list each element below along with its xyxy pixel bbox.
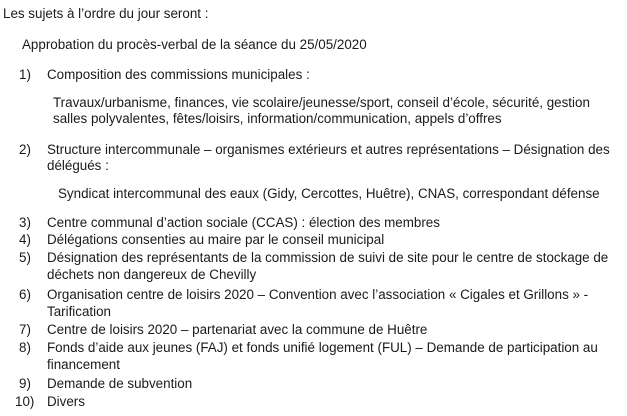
item-number: 3) bbox=[19, 215, 31, 230]
item-text: Divers bbox=[47, 394, 85, 409]
item-number: 5) bbox=[19, 250, 31, 265]
item-text: déchets non dangereux de Chevilly bbox=[47, 267, 257, 282]
item-text: Composition des commissions municipales : bbox=[47, 67, 310, 82]
item-number: 9) bbox=[19, 376, 31, 391]
item-number: 1) bbox=[19, 67, 31, 82]
item-number: 7) bbox=[19, 322, 31, 337]
item-number: 6) bbox=[19, 287, 31, 302]
item-detail-line: Travaux/urbanisme, finances, vie scolaire/jeunesse/sport, conseil d’école, sécurité, gestion bbox=[53, 95, 590, 110]
item-number: 8) bbox=[19, 340, 31, 355]
item-text: financement bbox=[47, 357, 120, 372]
agenda-intro: Les sujets à l’ordre du jour seront : bbox=[3, 6, 209, 21]
item-detail-line: Syndicat intercommunal des eaux (Gidy, Cercottes, Huêtre), CNAS, correspondant défense bbox=[58, 186, 600, 201]
item-text: Désignation des représentants de la commission de suivi de site pour le centre de stockage de bbox=[47, 250, 609, 265]
item-text: délégués : bbox=[47, 158, 109, 173]
item-text: Centre de loisirs 2020 – partenariat avec la commune de Huêtre bbox=[47, 322, 428, 337]
item-text: Demande de subvention bbox=[47, 376, 193, 391]
item-text: Délégations consenties au maire par le conseil municipal bbox=[47, 232, 385, 247]
item-text: Tarification bbox=[47, 304, 112, 319]
item-text: Centre communal d’action sociale (CCAS) : élection des membres bbox=[47, 215, 440, 230]
item-text: Structure intercommunale – organismes extérieurs et autres représentations – Désignation des bbox=[47, 142, 610, 157]
item-number: 4) bbox=[19, 232, 31, 247]
item-number: 2) bbox=[19, 142, 31, 157]
item-detail-line: salles polyvalentes, fêtes/loisirs, information/communication, appels d’offres bbox=[53, 111, 502, 126]
item-text: Fonds d’aide aux jeunes (FAJ) et fonds unifié logement (FUL) – Demande de participation au bbox=[47, 340, 598, 355]
approval-line: Approbation du procès-verbal de la séance du 25/05/2020 bbox=[22, 37, 367, 52]
item-number: 10) bbox=[15, 394, 35, 409]
item-text: Organisation centre de loisirs 2020 – Convention avec l’association « Cigales et Grillons » - bbox=[47, 287, 589, 302]
